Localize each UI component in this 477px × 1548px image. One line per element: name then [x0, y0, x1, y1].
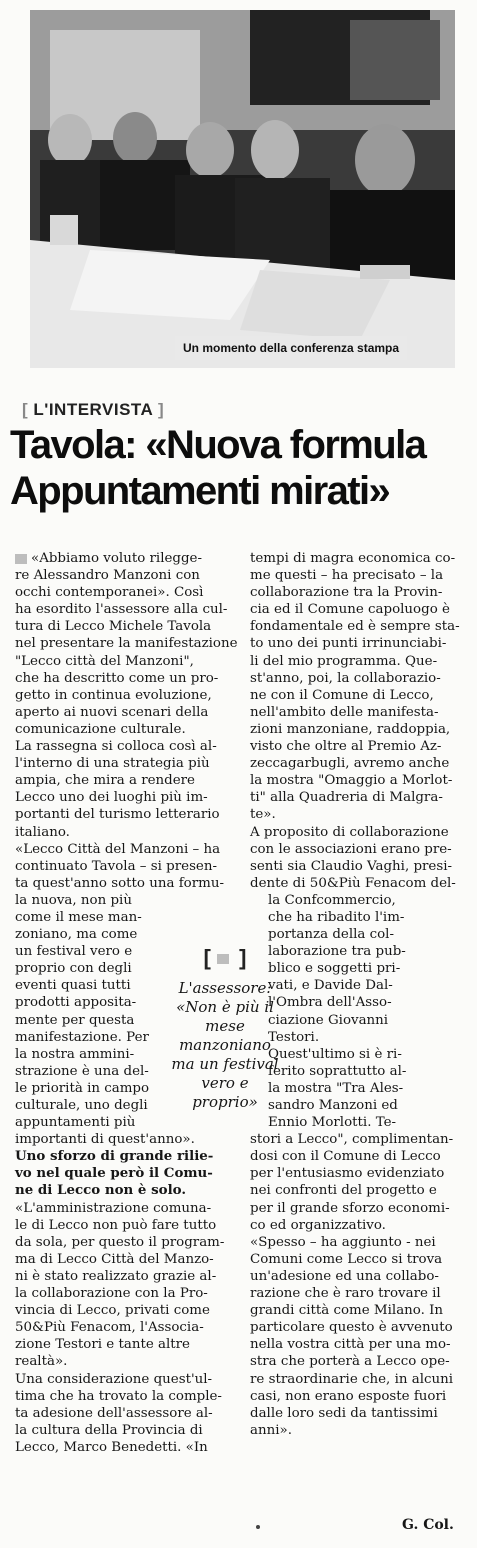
pullquote-open-bracket: [: [203, 945, 211, 970]
text-line: continuato Tavola – si presen-: [15, 858, 218, 874]
headline-line-2: Appuntamenti mirati»: [10, 469, 390, 513]
text-line: La rassegna si colloca così al-: [15, 739, 217, 755]
text-line: re straordinarie che, in alcuni: [250, 1371, 454, 1387]
text-line: laborazione tra pub-: [268, 944, 406, 960]
text-line: anni».: [250, 1422, 292, 1438]
text-line: appuntamenti più: [15, 1115, 136, 1131]
article-headline: [10, 422, 425, 514]
text-line: Testori.: [268, 1029, 320, 1045]
text-line: portanti del turismo letterario: [15, 807, 220, 823]
text-line: «L'amministrazione comuna-: [15, 1200, 212, 1216]
text-line: per il grande sforzo economi-: [250, 1200, 450, 1216]
text-line: sandro Manzoni ed: [268, 1098, 398, 1113]
text-line: con le associazioni erano pre-: [250, 841, 452, 857]
text-line: mente per questa: [15, 1012, 135, 1028]
text-line: zoniano, ma come: [15, 927, 138, 943]
text-line: dosi con il Comune di Lecco: [250, 1149, 441, 1165]
headline-line-1: Tavola: «Nuova formula: [10, 423, 426, 467]
text-line: Lecco uno dei luoghi più im-: [15, 790, 208, 806]
text-line: senti sia Claudio Vaghi, presi-: [250, 858, 453, 874]
end-dot: [256, 1525, 260, 1529]
text-line: la collaborazione con la Pro-: [15, 1286, 208, 1302]
text-line: Quest'ultimo si è ri-: [268, 1046, 402, 1062]
text-line: li del mio programma. Que-: [250, 653, 438, 669]
text-line: un festival vero e: [15, 944, 133, 960]
text-line: grandi città come Milano. In: [250, 1303, 444, 1319]
text-line: zione Testori e tante altre: [15, 1337, 190, 1353]
pullquote-box: [170, 945, 280, 1145]
text-line: cia ed il Comune capoluogo è: [250, 602, 450, 618]
text-line: blico e soggetti pri-: [268, 961, 401, 977]
text-line: Comuni come Lecco si trova: [250, 1251, 443, 1267]
text-line: ta adesione dell'assessore al-: [15, 1405, 213, 1421]
text-line: visto che oltre al Premio Az-: [250, 739, 442, 755]
text-line: co ed organizzativo.: [250, 1217, 386, 1233]
text-line: [15, 550, 233, 567]
text-line: tempi di magra economica co-: [250, 551, 456, 566]
text-line: 50&Più Fenacom, l'Associa-: [15, 1320, 204, 1336]
article-column-right: [250, 550, 462, 1439]
text-line: ciazione Giovanni: [268, 1012, 389, 1028]
text-line: «Lecco Città del Manzoni – ha: [15, 841, 221, 857]
text-line: A proposito di collaborazione: [250, 824, 449, 840]
text-line: casi, non erano esposte fuori: [250, 1388, 447, 1404]
subheading-line: ne di Lecco non è solo.: [15, 1182, 187, 1199]
text-line: ampia, che mira a rendere: [15, 773, 195, 789]
press-conference-photo: [30, 10, 455, 368]
text-line: eventi quasi tutti: [15, 978, 131, 994]
text-line: vati, e Davide Dal-: [268, 978, 393, 994]
text-line: la mostra "Omaggio a Morlot-: [250, 773, 453, 789]
text-line: aperto ai nuovi scenari della: [15, 704, 209, 720]
text-line: italiano.: [15, 824, 70, 840]
text-line: nell'ambito delle manifesta-: [250, 704, 439, 720]
text-line: che ha ribadito l'im-: [268, 909, 405, 925]
text-line: «Spesso – ha aggiunto - nei: [250, 1234, 436, 1250]
text-line: me questi – ha precisato – la: [250, 568, 444, 584]
text-line: portanza della col-: [268, 927, 394, 943]
text-line: prodotti apposita-: [15, 995, 137, 1011]
text-line: fondamentale ed è sempre sta-: [250, 619, 460, 635]
text-line: per l'entusiasmo evidenziato: [250, 1166, 445, 1182]
text-line: st'anno, poi, la collaborazio-: [250, 670, 441, 686]
text-line: da sola, per questo il program-: [15, 1234, 225, 1250]
text-line: un'adesione ed una collabo-: [250, 1268, 439, 1284]
text-line: re Alessandro Manzoni con: [15, 568, 200, 584]
text-line: ne con il Comune di Lecco,: [250, 687, 434, 703]
author-signature: G. Col.: [402, 1517, 454, 1533]
text-line: Una considerazione quest'ul-: [15, 1371, 213, 1387]
text-line: getto in continua evoluzione,: [15, 687, 212, 703]
text-line: la nuova, non più: [15, 892, 132, 908]
pullquote-bracket-mark: [170, 945, 280, 971]
text-line: tima che ha trovato la comple-: [15, 1388, 222, 1404]
text-line: manifestazione. Per: [15, 1029, 149, 1045]
text-line: ha esordito l'assessore alla cul-: [15, 602, 228, 618]
text-line: nella vostra città per una mo-: [250, 1337, 451, 1353]
text-line: stori a Lecco", complimentan-: [250, 1132, 454, 1148]
text-line: zioni manzoniane, raddoppia,: [250, 721, 451, 737]
text-line: dalle loro sedi da tantissimi: [250, 1405, 438, 1421]
photo-illustration: [30, 10, 455, 368]
text-line: l'Ombra dell'Asso-: [268, 995, 392, 1011]
kicker-text: L'INTERVISTA: [33, 400, 153, 419]
pullquote-close-bracket: ]: [239, 945, 247, 970]
photo-caption: Un momento della conferenza stampa: [175, 336, 407, 360]
text-line: le priorità in campo: [15, 1080, 150, 1096]
text-line: nel presentare la manifestazione: [15, 636, 238, 652]
text-line: strazione è una del-: [15, 1063, 149, 1079]
text-line: Lecco, Marco Benedetti. «In: [15, 1439, 208, 1455]
text-line: comunicazione culturale.: [15, 721, 186, 737]
text-line: to uno dei punti irrinunciabi-: [250, 636, 447, 652]
text-line: la Confcommercio,: [268, 892, 396, 908]
subheading-line: Uno sforzo di grande rilie-: [15, 1148, 214, 1165]
text-line: dente di 50&Più Fenacom del-: [250, 875, 456, 891]
text-line: ta quest'anno sotto una formu-: [15, 875, 224, 891]
text-line: che ha descritto come un pro-: [15, 670, 219, 686]
text-line: le di Lecco non può fare tutto: [15, 1217, 217, 1233]
text-line-content: «Abbiamo voluto rilegge-: [31, 551, 203, 566]
text-line: importanti di quest'anno».: [15, 1132, 195, 1148]
section-kicker: [22, 400, 164, 420]
text-line: vincia di Lecco, privati come: [15, 1303, 210, 1319]
text-line: la nostra ammini-: [15, 1046, 135, 1062]
text-line: proprio con degli: [15, 961, 132, 977]
text-line: ni è stato realizzato grazie al-: [15, 1268, 217, 1284]
kicker-open-bracket: [: [22, 400, 29, 419]
text-line: ma di Lecco Città del Manzo-: [15, 1251, 214, 1267]
text-line: nei confronti del progetto e: [250, 1183, 437, 1199]
text-line: stra che porterà a Lecco ope-: [250, 1354, 450, 1370]
text-line: ti" alla Quadreria di Malgra-: [250, 790, 443, 806]
text-line: "Lecco città del Manzoni",: [15, 653, 194, 669]
text-line: Ennio Morlotti. Te-: [268, 1115, 397, 1131]
text-line: collaborazione tra la Provin-: [250, 585, 443, 601]
text-line: tura di Lecco Michele Tavola: [15, 619, 212, 635]
text-line: culturale, uno degli: [15, 1098, 148, 1113]
subheading-line: vo nel quale però il Comu-: [15, 1165, 213, 1182]
text-line: realtà».: [15, 1354, 68, 1370]
text-line: la cultura della Provincia di: [15, 1422, 203, 1438]
section-marker-icon: [15, 554, 27, 564]
text-line: ferito soprattutto al-: [268, 1063, 407, 1079]
text-line: la mostra "Tra Ales-: [268, 1080, 404, 1096]
kicker-close-bracket: ]: [157, 400, 165, 419]
text-line: occhi contemporanei». Così: [15, 585, 204, 601]
text-line: come il mese man-: [15, 909, 142, 925]
text-line: zeccagarbugli, avremo anche: [250, 756, 450, 772]
pullquote-text: L'assessore: «Non è più il mese manzoniano ma un festival vero e proprio»: [171, 979, 279, 1111]
section-marker-icon: [217, 954, 229, 964]
text-line: particolare questo è avvenuto: [250, 1320, 453, 1336]
text-line: razione che è raro trovare il: [250, 1286, 441, 1302]
text-line: te».: [250, 807, 276, 823]
text-line: l'interno di una strategia più: [15, 756, 210, 772]
